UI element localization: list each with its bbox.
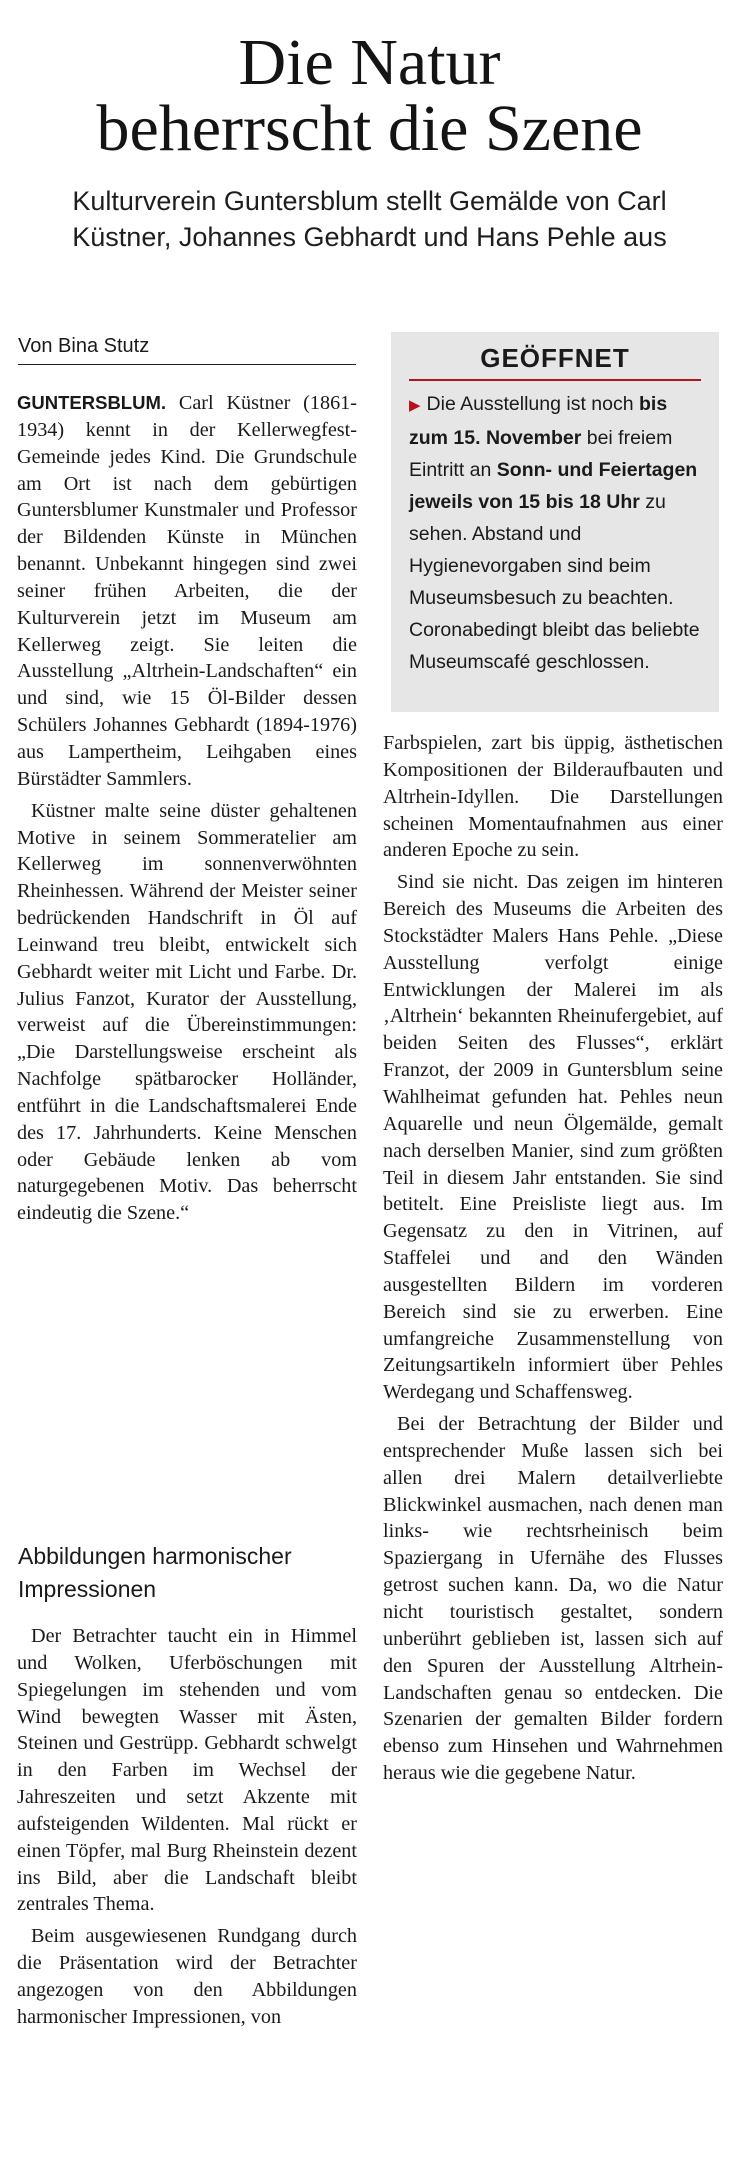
paragraph-4-continued: Farbspielen, zart bis üppig, ästhetischen Kompositionen der Bilderaufbauten und Altrhein-Idyllen. Die Darstellungen scheinen Momentaufnahmen aus einer anderen Epoche zu sein. — [383, 732, 723, 862]
info-box-title: GEÖFFNET — [480, 343, 630, 373]
paragraph-2: Küstner malte seine düster gehaltenen Motive in seinem Sommeratelier am Kellerweg im sonnenverwöhnten Rheinhessen. Während der Meister seiner bedrückenden Handschrift in Öl auf Leinwand treu bleibt, entwickelt sich Gebhardt weiter mit Licht und Farbe. Dr. Julius Fanzot, Kurator der Ausstellung, verweist auf die Übereinstimmungen: „Die Darstellungsweise erscheint als Nachfolge spätbarocker Holländer, entführt in die Landschaftsmalerei Ende des 17. Jahrhunderts. Keine Menschen oder Gebäude lenken ab vom naturgegebenen Motiv. Das beherrscht eindeutig die Szene.“ — [17, 799, 357, 1225]
right-column — [383, 730, 723, 1787]
dateline: GUNTERSBLUM. — [17, 392, 167, 413]
headline-line-1: Die Natur — [238, 26, 501, 99]
byline: Von Bina Stutz — [18, 335, 150, 357]
headline-line-2: beherrscht die Szene — [96, 92, 643, 165]
info-box — [391, 332, 719, 712]
paragraph-1-text: Carl Küstner (1861-1934) kennt in der Kellerwegfest-Gemeinde jedes Kind. Die Grundschule am Ort ist nach dem gebürtigen Guntersblumer Kunstmaler und Professor der Bildenden Künste in München benannt. Unbekannt hingegen sind zwei seiner frühen Arbeiten, die der Kulturverein jetzt im Museum am Kellerweg zeigt. Sie leiten die Ausstellung „Altrhein-Landschaften“ ein und sind, wie 15 Öl-Bilder dessen Schülers Johannes Gebhardt (1894-1976) aus Lampertheim, Leihgaben eines Bürstädter Sammlers. — [17, 392, 357, 790]
paragraph-5: Sind sie nicht. Das zeigen im hinteren Bereich des Museums die Arbeiten des Stockstädter Malers Hans Pehle. „Diese Ausstellung verfolgt einige Entwicklungen der Malerei im als ‚Altrhein‘ bekannten Rheinufergebiet, auf beiden Seiten des Flusses“, erklärt Franzot, der 2009 in Guntersblum seine Wahlheimat gefunden hat. Pehles neun Aquarelle und neun Ölgemälde, gemalt nach derselben Manier, sind zum größten Teil in diesem Jahr entstanden. Sie sind betitelt. Eine Preisliste liegt aus. Im Gegensatz zu den in Vitrinen, auf Staffelei und and den Wänden ausgestellten Bildern im vorderen Bereich sind sie zu erwerben. Eine umfangreiche Zusammenstellung von Zeitungsartikeln informiert über Pehles Werdegang und Schaffensweg. — [383, 871, 723, 1404]
paragraph-4: Beim ausgewiesenen Rundgang durch die Präsentation wird der Betrachter angezogen von den Abbildungen harmonischer Impressionen, von — [17, 1925, 357, 2028]
paragraph-1 — [17, 390, 357, 793]
paragraph-3: Der Betrachter taucht ein in Himmel und Wolken, Uferböschungen mit Spiegelungen im stehenden und vom Wind bewegten Wasser mit Ästen, Steinen und Gestrüpp. Gebhardt schwelgt in den Farben im Wechsel der Jahreszeiten und setzt Akzente mit aufsteigenden Wildenten. Mal rückt er einen Töpfer, mal Burg Rheinstein dezent ins Bild, aber die Landschaft bleibt zentrales Thema. — [17, 1625, 357, 1916]
byline-divider — [18, 364, 356, 365]
info-box-text: ▶ Die Ausstellung ist noch bis zum 15. November bei freiem Eintritt an Sonn- und Feiertagen jeweils von 15 bis 18 Uhr zu sehen. Abstand und Hygienevorgaben sind beim Museumsbesuch zu beachten. Coronabedingt bleibt das beliebte Museumscafé geschlossen. — [409, 393, 700, 673]
subheadline-line-1: Kulturverein Guntersblum stellt Gemälde von Carl — [72, 186, 667, 216]
section-subhead: Abbildungen harmonischer Impressionen — [18, 1543, 292, 1602]
info-box-divider — [409, 379, 701, 381]
left-column-top — [17, 390, 357, 1227]
left-column-bottom — [17, 1623, 357, 2031]
subheadline-line-2: Küstner, Johannes Gebhardt und Hans Pehle aus — [72, 222, 667, 252]
paragraph-6: Bei der Betrachtung der Bilder und entsprechender Muße lassen sich bei allen drei Malern detailverliebte Blickwinkel ausmachen, nach denen man links- wie rechtsrheinisch beim Spaziergang in Ufernähe des Flusses getrost suchen kann. Da, wo die Natur nicht touristisch gestaltet, sondern unberührt geblieben ist, lassen sich auf den Spuren der Ausstellung Altrhein-Landschaften genau so entdecken. Die Szenarien der gemalten Bilder fordern ebenso zum Hinsehen und Wahrnehmen heraus wie die gegebene Natur. — [383, 1413, 723, 1785]
triangle-bullet-icon: ▶ — [409, 397, 421, 414]
